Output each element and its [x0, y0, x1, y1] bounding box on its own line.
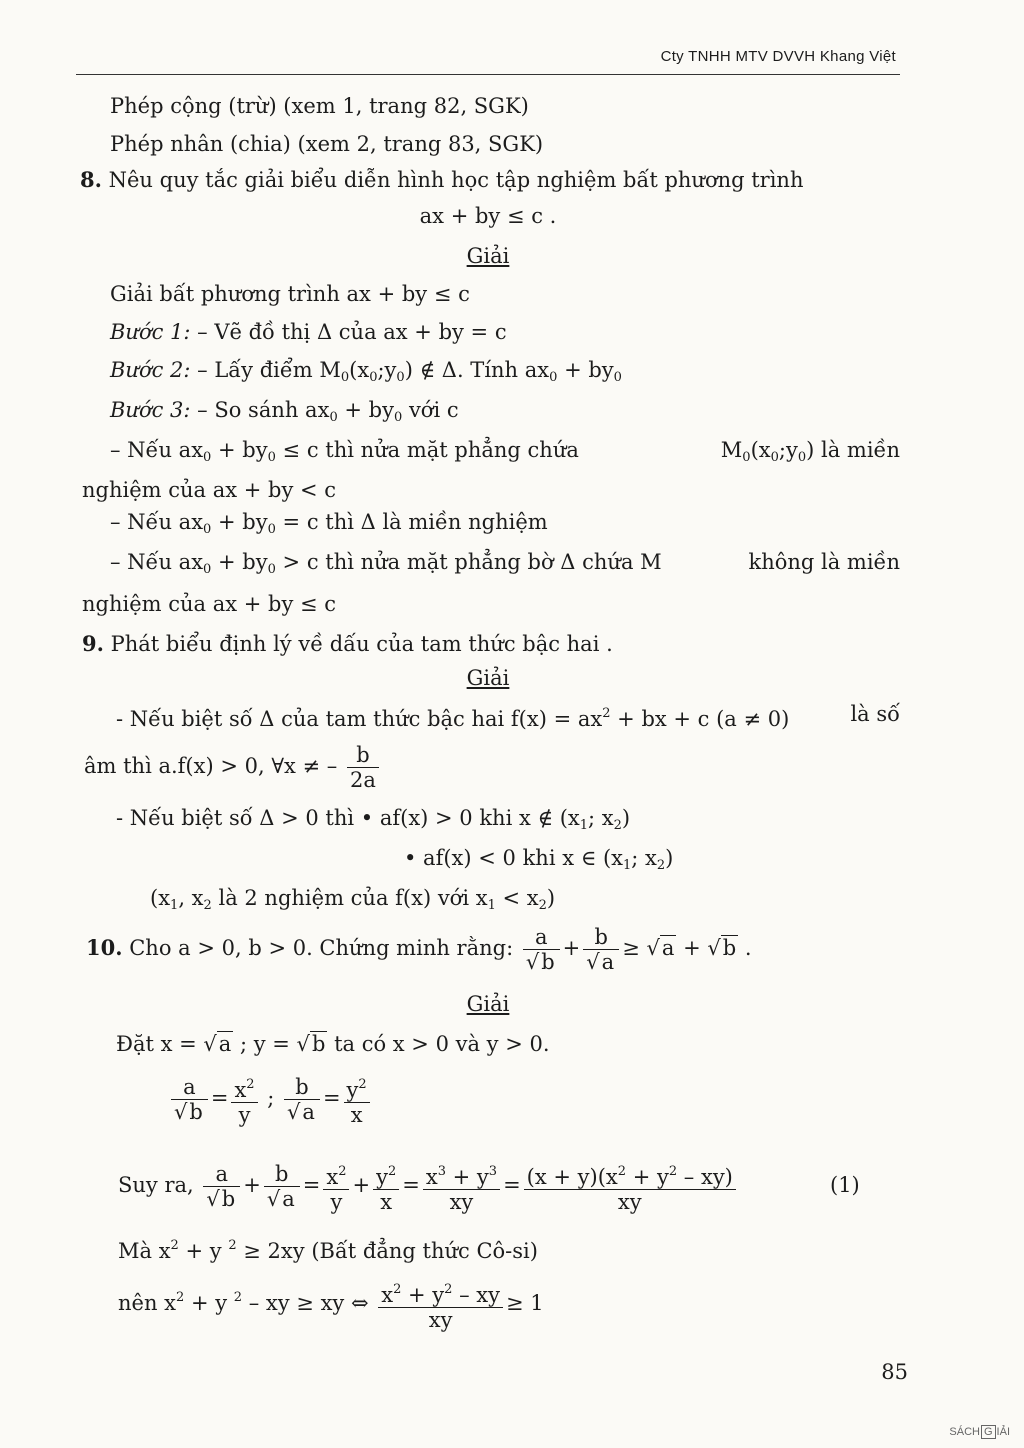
solution-heading: Giải — [466, 244, 510, 268]
theorem-part-1: - Nếu biệt số Δ của tam thức bậc hai $f(x) = ax^2$ + bx + c (a ≠ 0) là số — [116, 702, 900, 731]
case-2: – Nếu $ax_0 + by_0 = c$ thì Δ là miền nghiệm — [110, 510, 548, 537]
page-number: 85 — [881, 1360, 908, 1384]
step-2: Bước 2: – Lấy điểm $M_0(x_0;y_0)$ ∉ Δ. Tính $ax_0 + by_0$ — [110, 358, 622, 385]
theorem-note: ($x_1$, $x_2$ là 2 nghiệm của f(x) với $x_1 < x_2$) — [150, 886, 556, 913]
identity: $\frac{a}{√b}$ = $\frac{x^2}{y}$ ; $\frac{b}{√a}$ = $\frac{y^2}{x}$ — [168, 1066, 373, 1130]
case-1: – Nếu $ax_0 + by_0 \le c$ thì nửa mặt phẳng chứa $M_0(x_0;y_0)$ là miền — [110, 438, 900, 465]
text-line: nghiệm của ax + by ≤ c — [82, 592, 337, 616]
brand-watermark: SÁCH G IẢI — [949, 1426, 1010, 1438]
cauchy: Mà $x^2 + y$ $^2$ ≥ 2xy (Bất đẳng thức Cô-si) — [118, 1238, 538, 1263]
substitution: Đặt x = √a ; y = √b ta có x > 0 và y > 0. — [116, 1032, 550, 1056]
question-8 — [80, 166, 803, 194]
question-text: Nêu quy tắc giải biểu diễn hình học tập nghiệm bất phương trình — [108, 168, 804, 192]
step-3: Bước 3: – So sánh $ax_0 + by_0$ với c — [110, 398, 459, 425]
solution-heading: Giải — [466, 666, 510, 690]
equation-label: (1) — [830, 1173, 860, 1197]
equation-1: Suy ra, $\frac{a}{√b}$ + $\frac{b}{√a}$ = $\frac{x^2}{y}$ + $\frac{y^2}{x}$ = $\frac{x^3 + y^3}{xy}$ = $\frac{(x + y)(x^2 + y^2 - xy)}{xy}$ (1) — [118, 1150, 900, 1220]
text-line: Giải bất phương trình ax + by ≤ c — [110, 282, 470, 306]
solution-heading: Giải — [466, 992, 510, 1016]
text-line: Phép nhân (chia) (xem 2, trang 83, SGK) — [110, 132, 544, 156]
theorem-part-1-cont: âm thì a.f(x) > 0, ∀x ≠ – $\frac{b}{2a}$ — [84, 738, 382, 794]
theorem-part-2b: • af(x) < 0 khi x ∈ ($x_1$; $x_2$) — [404, 846, 674, 873]
text-line: Phép cộng (trừ) (xem 1, trang 82, SGK) — [110, 94, 529, 118]
question-10: 10. Cho a > 0, b > 0. Chứng minh rằng: $\frac{a}{√b}$ + $\frac{b}{√a}$ ≥ √a + √b . — [86, 925, 752, 974]
question-number: 8. — [80, 167, 102, 192]
question-9: 9. Phát biểu định lý về dấu của tam thức bậc hai . — [82, 631, 613, 656]
header-company: Cty TNHH MTV DVVH Khang Việt — [660, 48, 896, 65]
conclusion: nên $x^2 + y$ $^2$ – xy ≥ xy ⇔ $\frac{x^2 + y^2 - xy}{xy}$ ≥ 1 — [118, 1268, 544, 1333]
case-3: – Nếu $ax_0 + by_0 > c$ thì nửa mặt phẳng bờ Δ chứa M không là miền — [110, 550, 900, 577]
step-1: Bước 1: – Vẽ đồ thị Δ của ax + by = c — [110, 320, 507, 344]
theorem-part-2: - Nếu biệt số Δ > 0 thì • af(x) > 0 khi x ∉ ($x_1$; $x_2$) — [116, 806, 631, 833]
header-rule — [76, 74, 900, 75]
text-line: nghiệm của ax + by < c — [82, 478, 337, 502]
formula: ax + by ≤ c . — [419, 204, 557, 228]
